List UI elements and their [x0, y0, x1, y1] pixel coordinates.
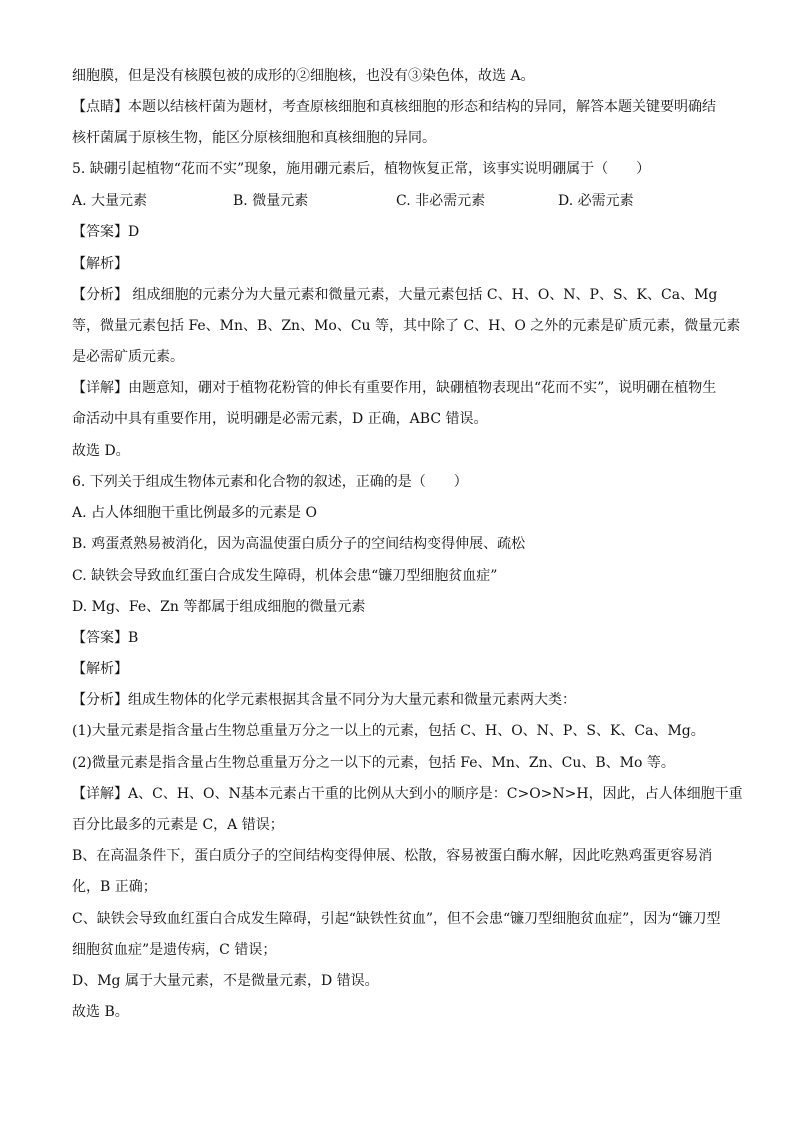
text-line-9: 是必需矿质元素。: [72, 349, 184, 365]
q6-option-d: D. Mg、Fe、Zn 等都属于组成细胞的微量元素: [72, 599, 366, 615]
text-line-3: 核杆菌属于原核生物，能区分原核细胞和真核细胞的异同。: [72, 130, 436, 146]
text-line-10: 【详解】由题意知，硼对于植物花粉管的伸长有重要作用，缺硼植物表现出“花而不实”，说明硼在植物生: [72, 380, 717, 396]
q5-option-b: B. 微量元素: [233, 193, 309, 209]
q5-option-d: D. 必需元素: [558, 193, 634, 209]
q5-option-c: C. 非必需元素: [396, 193, 486, 209]
q5-analysis-head: 【解析】: [72, 256, 128, 272]
text-line-22: (2)微量元素是指含量占生物总重量万分之一以下的元素，包括 Fe、Mn、Zn、Cu、B、Mo 等。: [72, 755, 675, 771]
text-line-28: 细胞贫血症”是遗传病，C 错误；: [72, 942, 277, 958]
q5-option-a: A. 大量元素: [72, 193, 148, 209]
text-line-25: B、在高温条件下，蛋白质分子的空间结构变得伸展、松散，容易被蛋白酶水解，因此吃熟鸡蛋更容易消: [72, 848, 713, 864]
text-line-8: 等，微量元素包括 Fe、Mn、B、Zn、Mo、Cu 等，其中除了 C、H、O 之外的元素是矿质元素，微量元素: [72, 318, 741, 334]
text-line-12: 故选 D。: [72, 443, 130, 459]
text-line-26: 化，B 正确；: [72, 879, 157, 895]
q6-answer: 【答案】B: [72, 630, 139, 646]
text-line-23: 【详解】A、C、H、O、N基本元素占干重的比例从大到小的顺序是：C>O>N>H，因此，占人体细胞干重: [72, 786, 743, 802]
text-line-1: 细胞膜，但是没有核膜包被的成形的②细胞核，也没有③染色体，故选 A。: [72, 68, 535, 84]
text-line-7: 【分析】 组成细胞的元素分为大量元素和微量元素，大量元素包括 C、H、O、N、P、S、K、Ca、Mg: [72, 287, 718, 303]
text-line-11: 命活动中具有重要作用，说明硼是必需元素，D 正确，ABC 错误。: [72, 411, 488, 427]
text-line-24: 百分比最多的元素是 C，A 错误；: [72, 817, 284, 833]
text-line-29: D、Mg 属于大量元素，不是微量元素，D 错误。: [72, 973, 379, 989]
q6-option-a: A. 占人体细胞干重比例最多的元素是 O: [72, 505, 317, 521]
text-line-21: (1)大量元素是指含量占生物总重量万分之一以上的元素，包括 C、H、O、N、P、S、K、Ca、Mg。: [72, 723, 705, 739]
question-5: 5. 缺硼引起植物“花而不实”现象，施用硼元素后，植物恢复正常，该事实说明硼属于（ ）: [72, 161, 651, 177]
q6-option-b: B. 鸡蛋煮熟易被消化，因为高温使蛋白质分子的空间结构变得伸展、疏松: [72, 536, 526, 552]
text-line-2: 【点睛】本题以结核杆菌为题材，考查原核细胞和真核细胞的形态和结构的异同，解答本题关键要明确结: [72, 99, 716, 115]
question-6: 6. 下列关于组成生物体元素和化合物的叙述，正确的是（ ）: [72, 474, 468, 490]
q5-answer: 【答案】D: [72, 224, 140, 240]
text-line-27: C、缺铁会导致血红蛋白合成发生障碍，引起“缺铁性贫血”，但不会患“镰刀型细胞贫血症”，因为“镰刀型: [72, 911, 721, 927]
q6-option-c: C. 缺铁会导致血红蛋白合成发生障碍，机体会患“镰刀型细胞贫血症”: [72, 568, 498, 584]
q6-analysis-head: 【解析】: [72, 661, 128, 677]
text-line-20: 【分析】组成生物体的化学元素根据其含量不同分为大量元素和微量元素两大类：: [72, 692, 576, 708]
text-line-30: 故选 B。: [72, 1004, 129, 1020]
